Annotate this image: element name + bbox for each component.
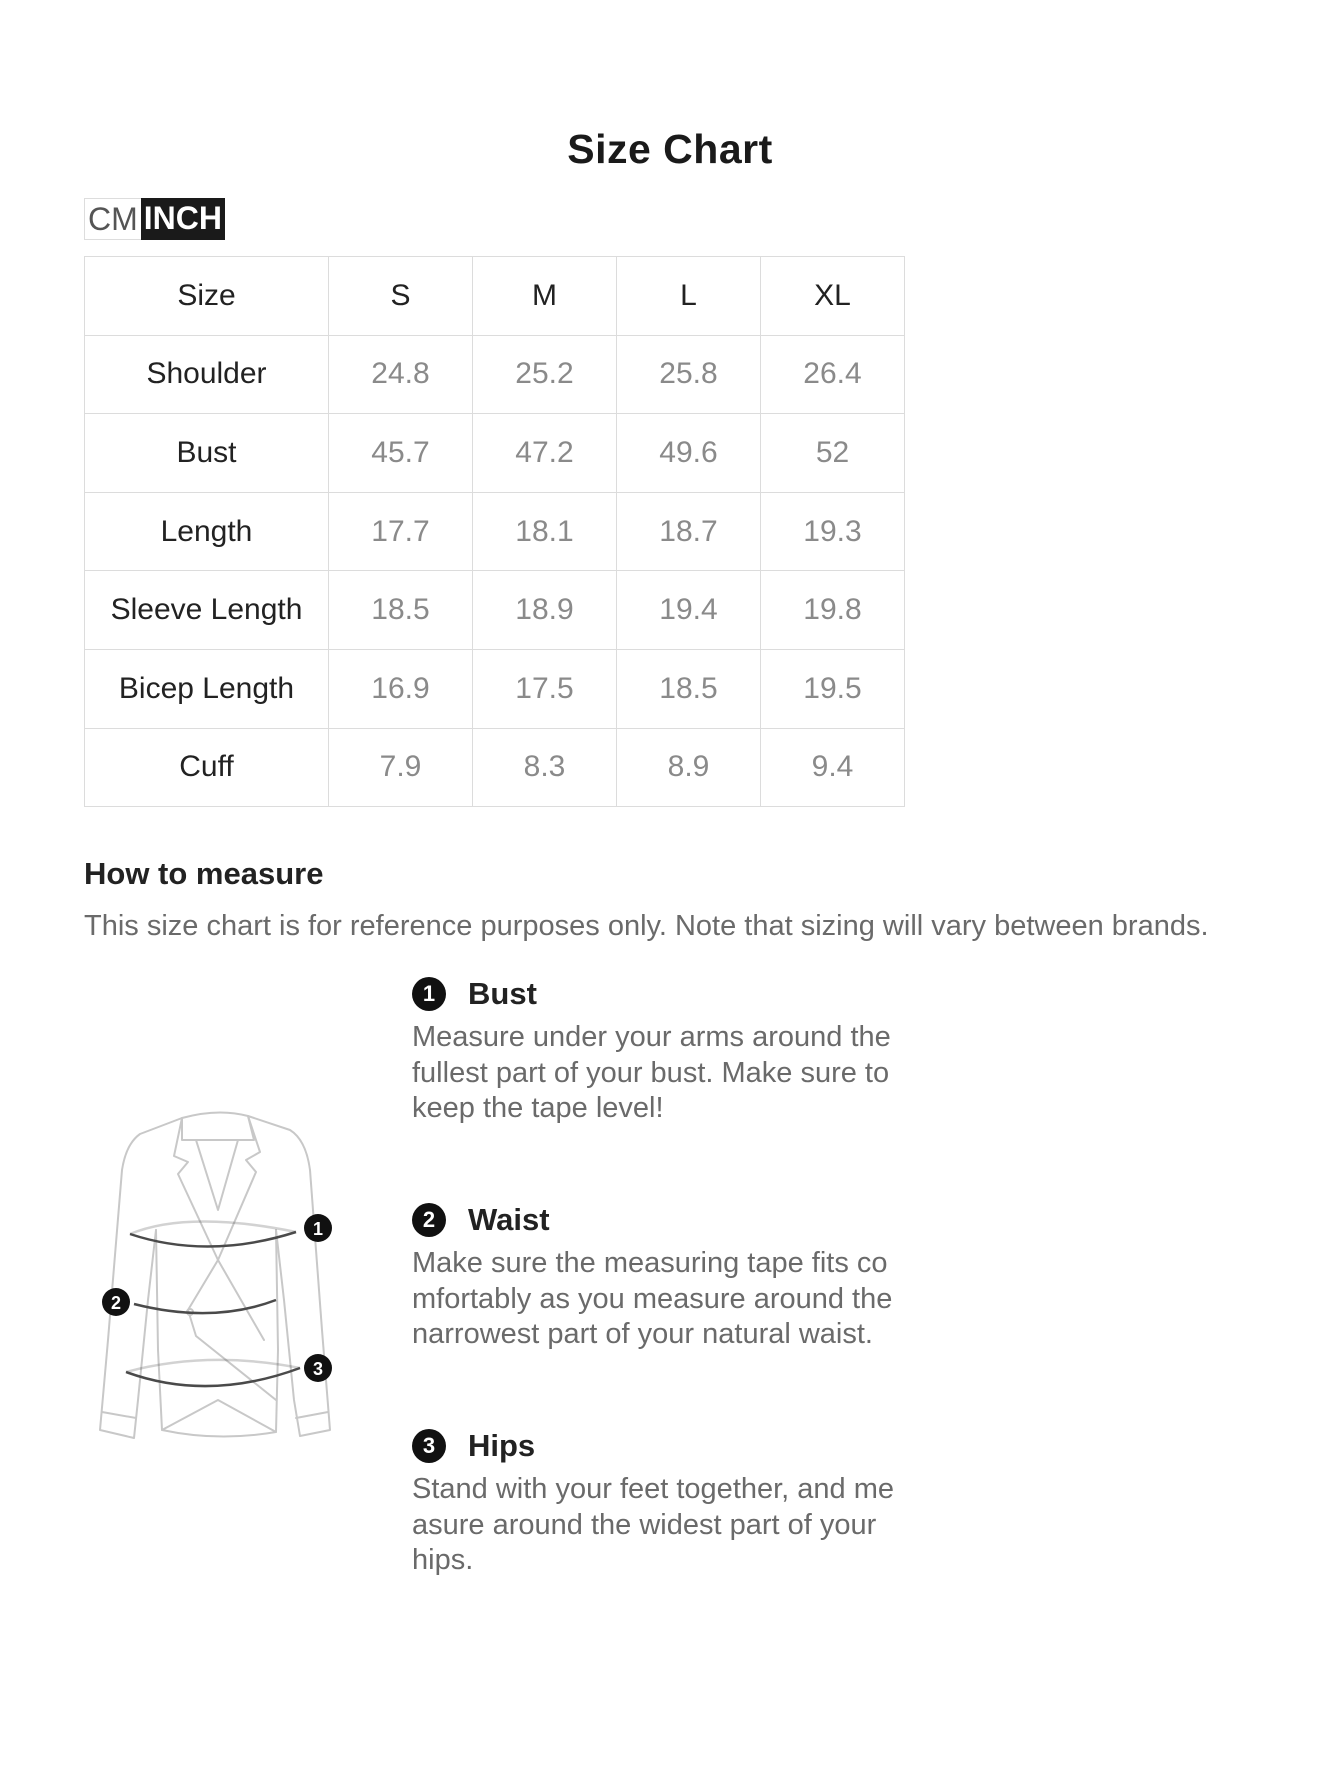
waist-description: Make sure the measuring tape fits co mfortably as you measure around the narrowest part of your natural waist. bbox=[412, 1247, 893, 1350]
table-cell: 9.4 bbox=[761, 728, 905, 807]
row-label: Sleeve Length bbox=[85, 571, 329, 650]
row-label: Length bbox=[85, 492, 329, 571]
table-row bbox=[85, 335, 905, 414]
table-cell: 19.3 bbox=[761, 492, 905, 571]
page-title: Size Chart bbox=[567, 126, 773, 172]
svg-text:2: 2 bbox=[110, 1293, 122, 1313]
table-cell: 52 bbox=[761, 414, 905, 493]
table-cell: 18.5 bbox=[617, 649, 761, 728]
jacket-measurement-diagram bbox=[78, 1100, 358, 1480]
waist-title: Waist bbox=[468, 1202, 550, 1237]
marker-3 bbox=[304, 1354, 332, 1382]
number-2-icon: 2 bbox=[412, 1203, 446, 1237]
tape-lines bbox=[126, 1221, 300, 1386]
hips-instruction bbox=[412, 1426, 932, 1579]
row-label: Shoulder bbox=[85, 335, 329, 414]
column-header: XL bbox=[761, 257, 905, 336]
table-cell: 7.9 bbox=[329, 728, 473, 807]
table-cell: 17.7 bbox=[329, 492, 473, 571]
table-cell: 18.7 bbox=[617, 492, 761, 571]
table-row bbox=[85, 728, 905, 807]
reference-note: This size chart is for reference purposes only. Note that sizing will vary between brands. bbox=[84, 910, 1209, 942]
table-cell: 8.3 bbox=[473, 728, 617, 807]
row-label: Bust bbox=[85, 414, 329, 493]
column-header: S bbox=[329, 257, 473, 336]
unit-toggle[interactable] bbox=[84, 198, 225, 240]
table-row bbox=[85, 492, 905, 571]
table-cell: 16.9 bbox=[329, 649, 473, 728]
table-cell: 25.8 bbox=[617, 335, 761, 414]
table-row bbox=[85, 414, 905, 493]
size-table bbox=[84, 256, 905, 807]
table-cell: 19.8 bbox=[761, 571, 905, 650]
table-cell: 24.8 bbox=[329, 335, 473, 414]
table-cell: 49.6 bbox=[617, 414, 761, 493]
marker-2 bbox=[102, 1288, 130, 1316]
svg-text:3: 3 bbox=[312, 1359, 324, 1379]
number-3-icon: 3 bbox=[412, 1429, 446, 1463]
column-header: L bbox=[617, 257, 761, 336]
table-cell: 18.5 bbox=[329, 571, 473, 650]
unit-cm-button[interactable]: CM bbox=[84, 198, 141, 240]
bust-instruction bbox=[412, 974, 932, 1127]
jacket-outline bbox=[100, 1112, 330, 1438]
table-header-row bbox=[85, 257, 905, 336]
hips-title: Hips bbox=[468, 1428, 536, 1463]
table-cell: 25.2 bbox=[473, 335, 617, 414]
bust-description: Measure under your arms around the fullest part of your bust. Make sure to keep the tape level! bbox=[412, 1021, 891, 1124]
waist-tape-line bbox=[134, 1300, 276, 1313]
column-header: Size bbox=[85, 257, 329, 336]
row-label: Bicep Length bbox=[85, 649, 329, 728]
row-label: Cuff bbox=[85, 728, 329, 807]
table-cell: 45.7 bbox=[329, 414, 473, 493]
column-header: M bbox=[473, 257, 617, 336]
bust-title: Bust bbox=[468, 976, 537, 1011]
table-cell: 18.9 bbox=[473, 571, 617, 650]
unit-inch-button[interactable]: INCH bbox=[141, 198, 225, 240]
waist-instruction bbox=[412, 1200, 932, 1353]
table-row bbox=[85, 649, 905, 728]
table-cell: 26.4 bbox=[761, 335, 905, 414]
number-1-icon: 1 bbox=[412, 977, 446, 1011]
table-cell: 19.5 bbox=[761, 649, 905, 728]
table-cell: 17.5 bbox=[473, 649, 617, 728]
hips-tape-line bbox=[126, 1368, 300, 1386]
svg-text:1: 1 bbox=[312, 1219, 324, 1239]
table-row bbox=[85, 571, 905, 650]
table-cell: 8.9 bbox=[617, 728, 761, 807]
hips-description: Stand with your feet together, and me asure around the widest part of your hips. bbox=[412, 1473, 895, 1576]
how-to-measure-heading: How to measure bbox=[84, 856, 324, 891]
marker-1 bbox=[304, 1214, 332, 1242]
table-cell: 19.4 bbox=[617, 571, 761, 650]
table-cell: 47.2 bbox=[473, 414, 617, 493]
table-cell: 18.1 bbox=[473, 492, 617, 571]
